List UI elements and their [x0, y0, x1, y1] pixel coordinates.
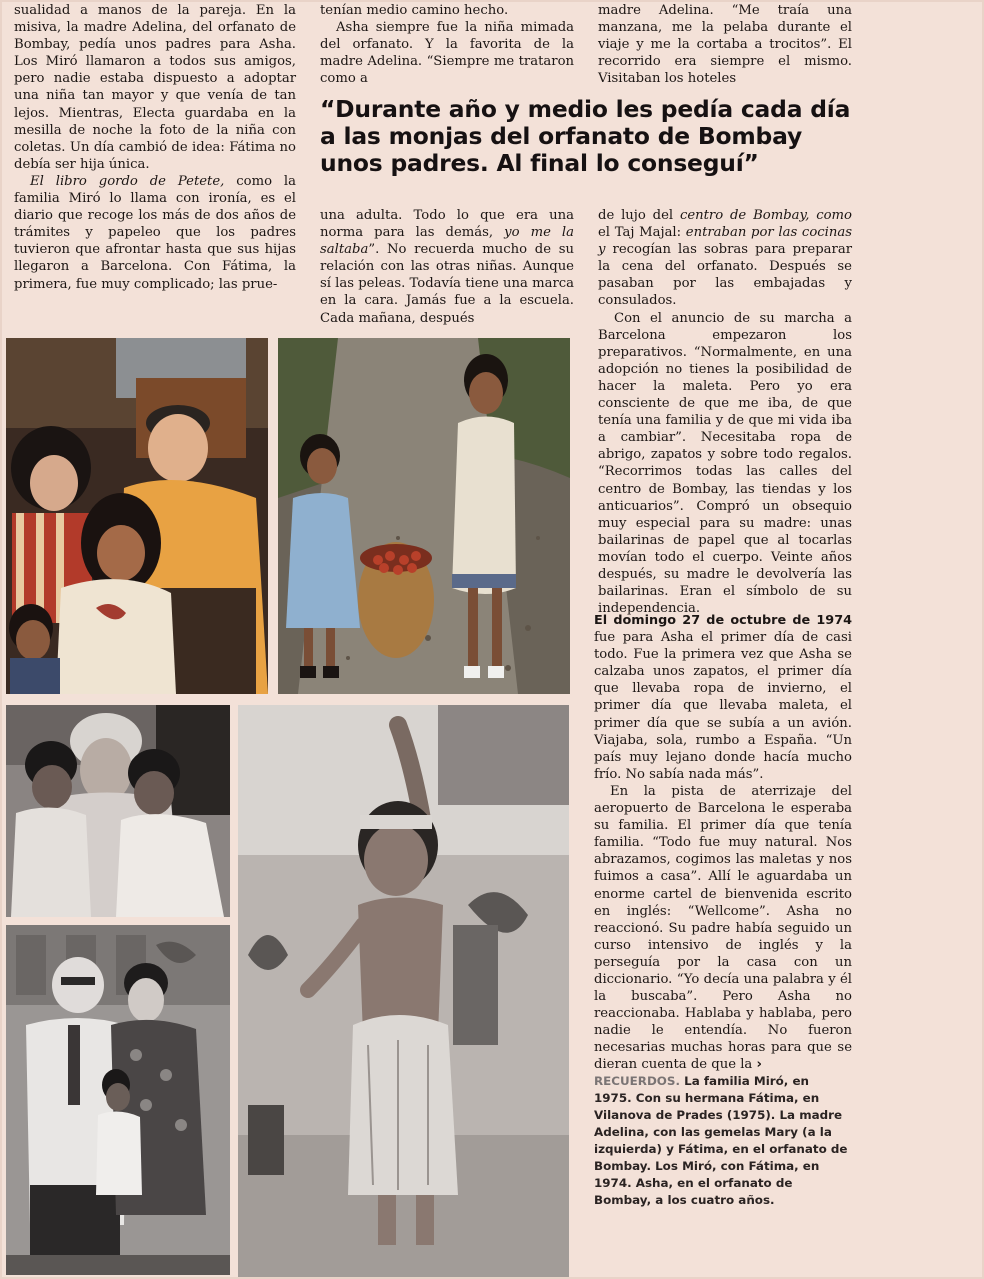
caption-kicker: RECUERDOS. — [594, 1074, 680, 1088]
paragraph: tenían medio camino hecho. — [320, 3, 509, 18]
article-column-2-top — [320, 2, 574, 87]
continue-arrow-icon: › — [756, 1057, 762, 1073]
paragraph: Asha siempre fue la niña mimada del orfanato. Y la favorita de la madre Adelina. “Siempre me trataron como a — [320, 20, 574, 87]
photo-mother-adelina-twins — [6, 705, 230, 917]
paragraph: de lujo del centro de Bombay, como el Taj Majal: entraban por las cocinas y recogían las sobras para preparar la cena del orfanato. Después se pasaban por las embajadas y consulados. — [598, 208, 852, 309]
paragraph: El libro gordo de Petete, como la familia Miró lo llama con ironía, es el diario que recoge los más de dos años de trámites y papeleo que los padres tuvieron que afrontar hasta que sus hijas llegaron a Barcelona. Con Fátima, la primera, fue muy complicado; las prue- — [14, 173, 297, 292]
photo-caption: RECUERDOS. La familia Miró, en 1975. Con su hermana Fátima, en Vilanova de Prades (1975). La madre Adelina, con las gemelas Mary (a la izquierda) y Fátima, en el orfanato de Bombay. Los Miró, con Fátima, en 1974. Asha, en el orfanato de Bombay, a los cuatro años. — [594, 1074, 848, 1207]
paragraph: En la pista de aterrizaje del aeropuerto de Barcelona le esperaba su familia. El primer día que tenía familia. “Todo fue muy natural. Nos abrazamos, cogimos las maletas y nos fuimos a casa”. Allí le aguardaba un enorme cartel de bienvenida escrito en inglés: “Wellcome”. Asha no reaccionó. Su padre había seguido un curso intensivo de inglés y la perseguía por la casa con un diccionario. “Yo decía una palabra y él la buscaba”. Pero Asha no reaccionaba. Hablaba y hablaba, pero nadie le entendía. No fueron necesarias muchas horas para que se dieran cuenta de que la › — [594, 783, 852, 1073]
article-column-2-middle — [320, 207, 574, 327]
article-column-3-bottom — [594, 612, 852, 1074]
photo-family-1975 — [6, 338, 268, 694]
paragraph: madre Adelina. “Me traía una manzana, me la pelaba durante el viaje y me la cortaba a trocitos”. El recorrido era siempre el mismo. Visitaban los hoteles — [598, 3, 852, 87]
article-column-3-top — [598, 2, 852, 87]
article-column-3-middle — [598, 207, 852, 617]
paragraph: sualidad a manos de la pareja. En la misiva, la madre Adelina, del orfanato de Bombay, pedía unos padres para Asha. Los Miró llamaron a todos sus amigos, pero nadie estaba dispuesto a adoptar una niña tan mayor y que venía de tan lejos. Mientras, Electa guardaba en la mesilla de noche la foto de la niña con coletas. Un día cambió de idea: Fátima no debía ser hija única. — [14, 3, 296, 172]
photo-sisters-vilanova — [278, 338, 570, 694]
photo-miro-with-fatima-1974 — [6, 925, 230, 1275]
paragraph: El domingo 27 de octubre de 1974 fue para Asha el primer día de casi todo. Fue la primera vez que Asha se calzaba unos zapatos, el primer día que llevaba ropa de invierno, el primer día que llevaba maleta, el primer día que se subía a un avión. Viajaba, sola, rumbo a España. “Un país muy lejano donde hacía mucho frío. No sabía nada más”. — [594, 613, 852, 782]
article-column-1-top — [14, 2, 296, 293]
book-title: El libro gordo de Petete, — [30, 173, 225, 189]
paragraph: Con el anuncio de su marcha a Barcelona empezaron los preparativos. “Normalmente, en una adopción no tienes la posibilidad de hacer la maleta. Pero yo era consciente de que me iba, de que tenía una familia y de que mi vida iba a cambiar”. Necesitaba ropa de abrigo, zapatos y sobre todo regalos. “Recorrimos todas las calles del centro de Bombay, las tiendas y los anticuarios”. Compró un obsequio muy especial para su madre: unas bailarinas de papel que al tocarlas movían todo el cuerpo. Veinte años después, su madre le devolvería las bailarinas. Eran el símbolo de su independencia. — [598, 310, 852, 617]
lead-in: El domingo 27 de octubre de 1974 — [594, 613, 852, 628]
photo-asha-age-four — [238, 705, 569, 1277]
paragraph: una adulta. Todo lo que era una norma para las demás, yo me la saltaba”. No recuerda mucho de su relación con las otras niñas. Aunque sí las peleas. Todavía tiene una marca en la cara. Jamás fue a la escuela. Cada mañana, después — [320, 208, 575, 326]
pull-quote: “Durante año y medio les pedía cada día a las monjas del orfanato de Bombay unos padres. Al final lo conseguí” — [320, 95, 851, 177]
